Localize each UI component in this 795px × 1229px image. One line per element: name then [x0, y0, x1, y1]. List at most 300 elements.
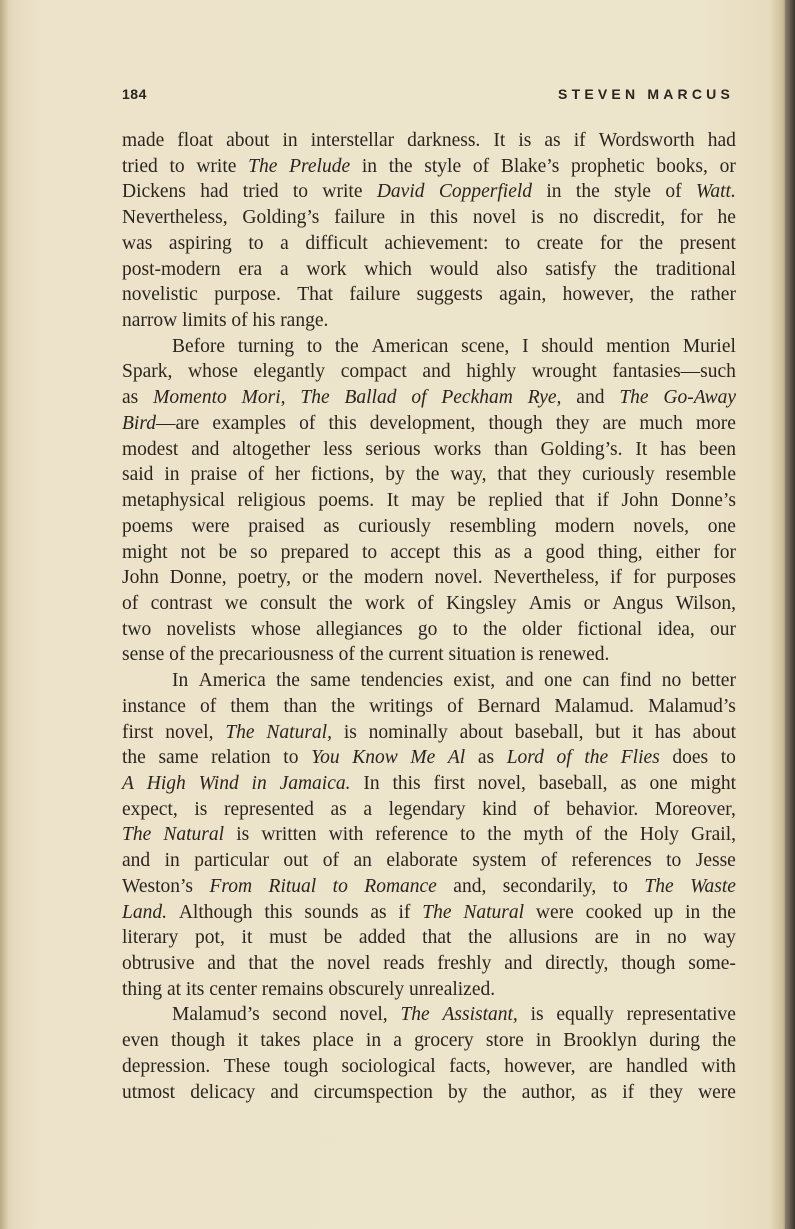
- word: place: [312, 1030, 354, 1052]
- word: Prelude: [289, 155, 351, 177]
- word: as: [620, 772, 637, 794]
- text-line: [122, 282, 736, 308]
- word: It: [386, 490, 399, 512]
- word: they: [555, 412, 590, 434]
- word: Nevertheless,: [122, 207, 228, 229]
- word: Assistant,: [442, 1004, 518, 1026]
- word: write: [196, 155, 237, 177]
- word: Although: [178, 901, 253, 923]
- word: current: [388, 644, 444, 666]
- word: idea,: [657, 618, 695, 640]
- word: in: [635, 927, 651, 949]
- word: cooked: [585, 901, 642, 923]
- word: with: [328, 824, 364, 846]
- word: and: [122, 850, 151, 872]
- word: however,: [504, 1055, 576, 1077]
- text-line: [122, 128, 736, 154]
- word: though: [488, 412, 543, 434]
- word: exist,: [453, 670, 496, 692]
- word: era: [238, 258, 263, 280]
- word: style: [424, 155, 462, 177]
- word: and: [191, 438, 220, 460]
- word: rather: [690, 284, 736, 306]
- word: so: [250, 541, 268, 563]
- word: obtrusive: [122, 953, 195, 974]
- word: Spark,: [122, 361, 173, 383]
- word: fictional: [577, 618, 643, 640]
- word: The: [225, 721, 255, 743]
- word: said: [122, 464, 154, 486]
- word: John: [122, 567, 159, 589]
- word: and: [576, 387, 605, 409]
- word: the: [639, 232, 664, 254]
- word: praised: [248, 515, 305, 537]
- word: either: [655, 541, 701, 563]
- word: Momento: [153, 387, 227, 409]
- word: sociological: [341, 1055, 436, 1077]
- word: they: [537, 464, 572, 486]
- word: be: [457, 490, 476, 512]
- word: renewed.: [538, 644, 610, 666]
- word: purposes: [666, 567, 736, 589]
- word: the: [334, 335, 359, 357]
- word: Muriel: [682, 335, 736, 357]
- word: though: [170, 1030, 226, 1052]
- word: might: [690, 772, 736, 794]
- word: during: [649, 1030, 700, 1052]
- word: is: [236, 824, 250, 846]
- word: allusions: [508, 927, 579, 949]
- word: That: [297, 284, 333, 306]
- word: were: [698, 1081, 736, 1103]
- word: representative: [626, 1004, 736, 1026]
- word: of: [665, 181, 682, 203]
- word: and: [504, 953, 533, 974]
- word: novels,: [633, 515, 690, 537]
- word: compact: [340, 361, 407, 383]
- word: would: [429, 258, 479, 280]
- word: Bernard: [477, 695, 541, 717]
- word: fictions,: [310, 464, 375, 486]
- word: freshly: [437, 953, 492, 974]
- word: writings: [369, 695, 434, 717]
- word: might: [122, 541, 168, 563]
- word: to: [292, 181, 309, 203]
- word: written: [261, 824, 317, 846]
- word: no: [661, 670, 682, 692]
- word: Peckham: [441, 387, 513, 409]
- word: The: [400, 1004, 430, 1026]
- word: serious: [365, 438, 421, 460]
- word: her: [275, 464, 300, 486]
- word: to: [283, 747, 299, 769]
- word: that: [497, 464, 527, 486]
- word: the: [482, 618, 507, 640]
- word: highly: [466, 361, 517, 383]
- word: Kingsley: [446, 592, 517, 614]
- word: achievement:: [384, 232, 489, 254]
- word: as: [330, 798, 347, 820]
- word: turning: [237, 335, 295, 357]
- word: for: [713, 541, 736, 563]
- word: this: [429, 207, 459, 229]
- word: Jesse: [695, 850, 736, 872]
- word: curiously: [582, 464, 655, 486]
- word: discredit,: [593, 207, 666, 229]
- word: were: [535, 901, 574, 923]
- word: as: [494, 541, 511, 563]
- word: to: [504, 232, 521, 254]
- word: modest: [122, 438, 179, 460]
- word: equally: [556, 1004, 614, 1026]
- word: High: [146, 772, 186, 794]
- word: even: [122, 1030, 159, 1052]
- word: instance: [122, 695, 186, 717]
- text-line: [122, 154, 736, 180]
- word: if: [596, 490, 609, 512]
- word: poems.: [318, 490, 375, 512]
- word: modern: [554, 515, 615, 537]
- word: to: [720, 747, 736, 769]
- word: in: [164, 850, 180, 872]
- word: his: [252, 310, 276, 332]
- word: handled: [626, 1055, 688, 1077]
- word: has: [660, 438, 687, 460]
- word: though: [621, 953, 676, 974]
- word: Malamud’s: [172, 1004, 260, 1026]
- word: resembling: [449, 515, 537, 537]
- word: takes: [260, 1030, 301, 1052]
- text-line: [122, 874, 736, 900]
- word: is: [194, 798, 208, 820]
- text-line: [122, 668, 736, 694]
- word: the: [388, 155, 413, 177]
- word: tried: [122, 155, 158, 177]
- word: Donne’s: [670, 490, 736, 512]
- word: The: [300, 387, 330, 409]
- word: range.: [280, 310, 329, 332]
- word: this: [453, 541, 482, 563]
- word: same: [310, 670, 351, 692]
- word: older: [521, 618, 563, 640]
- word: wrought: [531, 361, 597, 383]
- word: same: [158, 747, 199, 769]
- text-line: [122, 231, 736, 257]
- word: expect,: [122, 798, 178, 820]
- word: Dickens: [122, 181, 186, 203]
- word: Ballad: [344, 387, 397, 409]
- text-line: [122, 488, 736, 514]
- body-text: [122, 128, 736, 1105]
- word: and: [207, 953, 236, 974]
- word: It: [635, 438, 648, 460]
- word: the: [328, 592, 353, 614]
- text-line: [122, 822, 736, 848]
- word: and: [270, 1081, 299, 1103]
- word: may: [411, 490, 445, 512]
- word: in: [399, 207, 416, 229]
- word: altogether: [232, 438, 311, 460]
- word: facts,: [449, 1055, 491, 1077]
- word: to: [666, 850, 682, 872]
- word: in: [361, 155, 378, 177]
- word: whose: [188, 361, 238, 383]
- word: was: [122, 232, 153, 254]
- word: the: [331, 695, 355, 717]
- word: by: [385, 464, 405, 486]
- word: religious: [237, 490, 306, 512]
- word: allegiances: [316, 618, 403, 640]
- word: are: [594, 927, 619, 949]
- text-line: [122, 359, 736, 385]
- word: it: [632, 721, 643, 743]
- word: whose: [251, 618, 301, 640]
- word: mention: [606, 335, 671, 357]
- word: Golding’s.: [540, 438, 623, 460]
- word: references: [571, 850, 652, 872]
- word: two: [122, 618, 152, 640]
- word: no: [667, 927, 687, 949]
- word: The: [644, 875, 674, 897]
- word: of: [411, 387, 427, 409]
- word: situation: [448, 644, 516, 666]
- word: Go-Away: [663, 387, 736, 409]
- word: were: [191, 515, 230, 537]
- text-line: [122, 179, 736, 205]
- word: as: [544, 130, 561, 151]
- word: prepared: [280, 541, 349, 563]
- word: Amis: [528, 592, 572, 614]
- word: Jamaica.: [279, 772, 351, 794]
- word: first: [433, 772, 465, 794]
- word: be: [218, 541, 238, 563]
- word: the: [603, 824, 628, 846]
- word: again,: [499, 284, 547, 306]
- word: Romance: [364, 875, 437, 897]
- word: much: [639, 412, 683, 434]
- word: Lord: [506, 747, 544, 769]
- word: The: [122, 824, 152, 846]
- word: Waste: [690, 875, 736, 897]
- word: tough: [283, 1055, 329, 1077]
- word: metaphysical: [122, 490, 225, 512]
- word: novel.: [434, 567, 483, 589]
- word: its: [185, 978, 205, 1000]
- word: them: [230, 695, 270, 717]
- word: Know: [352, 747, 398, 769]
- word: been: [699, 438, 736, 460]
- word: reference: [375, 824, 448, 846]
- word: write: [322, 181, 363, 203]
- word: a: [280, 232, 289, 254]
- word: it: [241, 927, 253, 949]
- word: books,: [656, 155, 708, 177]
- word: You: [311, 747, 340, 769]
- word: the: [482, 1081, 507, 1103]
- word: of: [247, 464, 265, 486]
- word: Bird—are: [122, 412, 200, 434]
- word: about: [459, 721, 503, 743]
- word: not: [180, 541, 206, 563]
- word: is: [518, 130, 532, 151]
- word: These: [223, 1055, 271, 1077]
- word: kind: [482, 798, 517, 820]
- word: center: [209, 978, 257, 1000]
- word: than: [283, 695, 318, 717]
- word: go: [417, 618, 438, 640]
- running-head: [122, 86, 734, 108]
- word: Ritual: [268, 875, 317, 897]
- word: does: [672, 747, 709, 769]
- word: to: [248, 232, 264, 254]
- word: Golding’s: [242, 207, 320, 229]
- word: less: [323, 438, 353, 460]
- word: that: [555, 490, 585, 512]
- word: elaborate: [386, 850, 458, 872]
- word: for: [679, 207, 703, 229]
- word: the: [190, 644, 215, 666]
- word: however,: [562, 284, 634, 306]
- word: as: [122, 387, 139, 409]
- word: From: [209, 875, 253, 897]
- text-line: [122, 514, 736, 540]
- word: with: [701, 1055, 736, 1077]
- word: our: [710, 618, 736, 640]
- word: novelists: [166, 618, 236, 640]
- word: to: [361, 541, 378, 563]
- word: fantasies—such: [612, 361, 736, 383]
- word: scene,: [461, 335, 510, 357]
- word: in: [365, 1030, 382, 1052]
- word: Watt.: [695, 181, 736, 203]
- word: Donne,: [169, 567, 227, 589]
- word: baseball,: [538, 772, 608, 794]
- word: Before: [172, 335, 226, 357]
- word: in: [546, 181, 562, 203]
- text-line: [122, 642, 736, 668]
- word: way: [703, 927, 736, 949]
- word: at: [166, 978, 182, 1000]
- word: Holy: [639, 824, 679, 846]
- word: this: [264, 901, 293, 923]
- word: good: [545, 541, 585, 563]
- text-line: [122, 925, 736, 951]
- word: of: [575, 824, 592, 846]
- word: David: [376, 181, 425, 203]
- word: store: [485, 1030, 524, 1052]
- word: present: [679, 232, 736, 254]
- word: resemble: [665, 464, 736, 486]
- word: float: [177, 130, 214, 151]
- text-line: [122, 1054, 736, 1080]
- word: pot,: [195, 927, 225, 949]
- word: one: [649, 772, 678, 794]
- word: can: [582, 670, 610, 692]
- word: but: [595, 721, 621, 743]
- word: work: [306, 258, 347, 280]
- word: Al: [447, 747, 466, 769]
- word: aspiring: [168, 232, 232, 254]
- word: and,: [453, 875, 487, 897]
- word: I: [522, 335, 529, 357]
- word: a: [393, 1030, 402, 1052]
- word: the: [584, 747, 609, 769]
- word: utmost: [122, 1081, 176, 1103]
- word: novel: [472, 207, 517, 229]
- text-line: [122, 411, 736, 437]
- word: of: [540, 850, 558, 872]
- text-line: [122, 848, 736, 874]
- word: had: [707, 130, 736, 151]
- word: Natural: [463, 901, 525, 923]
- author-running-head: STEVEN MARCUS: [558, 86, 734, 102]
- word: Malamud.: [554, 695, 635, 717]
- word: remains: [261, 978, 324, 1000]
- word: he: [717, 207, 736, 229]
- word: difficult: [305, 232, 368, 254]
- text-line: [122, 720, 736, 746]
- word: added: [358, 927, 406, 949]
- text-line: [122, 951, 736, 977]
- word: the: [712, 1030, 736, 1052]
- word: if: [573, 130, 586, 151]
- word: they: [649, 1081, 683, 1103]
- word: contrast: [150, 592, 213, 614]
- word: legendary: [388, 798, 466, 820]
- word: A: [122, 772, 134, 794]
- word: thing: [122, 978, 163, 1000]
- word: a: [523, 541, 533, 563]
- word: to: [460, 824, 476, 846]
- word: one: [707, 515, 736, 537]
- word: a: [279, 258, 289, 280]
- word: should: [541, 335, 594, 357]
- page-gutter: [0, 0, 8, 1229]
- word: tried: [242, 181, 279, 203]
- word: second: [272, 1004, 327, 1026]
- word: must: [269, 927, 308, 949]
- word: we: [224, 592, 248, 614]
- word: has: [654, 721, 681, 743]
- word: up: [653, 901, 674, 923]
- text-line: [122, 540, 736, 566]
- word: of: [338, 644, 355, 666]
- word: Brooklyn: [563, 1030, 637, 1052]
- text-line: [122, 334, 736, 360]
- word: to: [306, 335, 323, 357]
- word: John: [621, 490, 659, 512]
- word: to: [452, 618, 468, 640]
- word: in: [685, 901, 701, 923]
- text-line: [122, 900, 736, 926]
- word: delicacy: [190, 1081, 256, 1103]
- word: In: [172, 670, 189, 692]
- text-line: [122, 1080, 736, 1106]
- word: unrealized.: [409, 978, 496, 1000]
- word: are: [602, 412, 627, 434]
- word: development,: [369, 412, 476, 434]
- text-line: [122, 462, 736, 488]
- word: in: [251, 772, 267, 794]
- word: replied: [488, 490, 543, 512]
- word: behavior.: [566, 798, 639, 820]
- word: the: [290, 953, 315, 974]
- word: Natural: [163, 824, 225, 846]
- text-line: [122, 771, 736, 797]
- word: of: [122, 592, 139, 614]
- word: the: [468, 927, 492, 949]
- word: American: [371, 335, 449, 357]
